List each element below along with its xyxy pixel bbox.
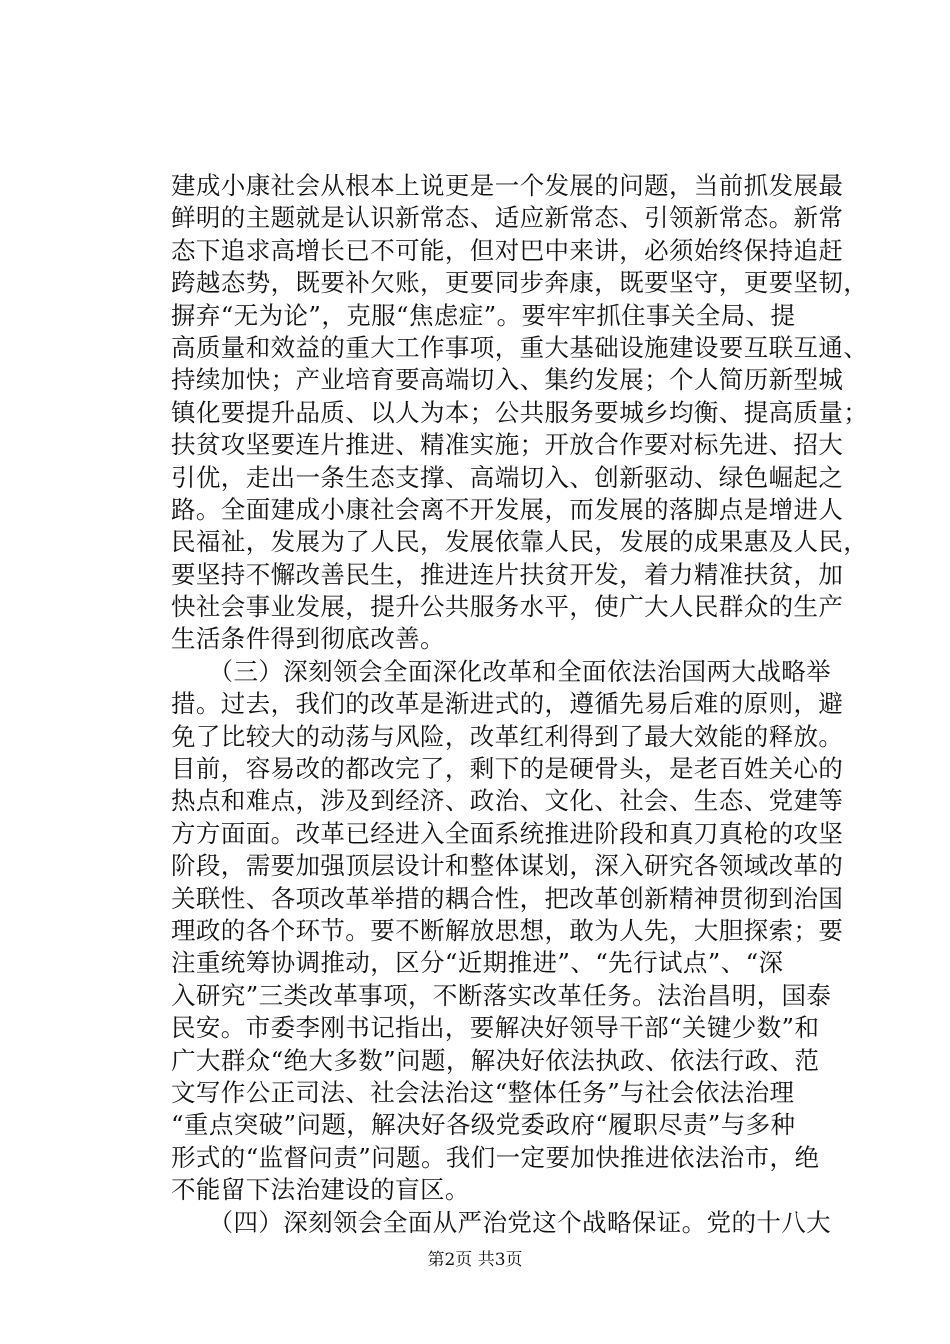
text-line: 免了比较大的动荡与风险，改革红利得到了最大效能的释放。 [171, 721, 844, 751]
text-line: 生活条件得到彻底改善。 [171, 624, 445, 654]
text-line: 文写作公正司法、社会法治这“整体任务”与社会依法治理 [171, 1077, 795, 1107]
text-line: 镇化要提升品质、以人为本；公共服务要城乡均衡、提高质量； [171, 397, 869, 427]
text-line: 热点和难点，涉及到经济、政治、文化、社会、生态、党建等 [171, 786, 844, 816]
text-line: 跨越态势，既要补欠账，更要同步奔康，既要坚守，更要坚韧， [171, 268, 869, 298]
text-line: 入研究”三类改革事项，不断落实改革任务。法治昌明，国泰 [171, 980, 832, 1010]
text-line: 方方面面。改革已经进入全面系统推进阶段和真刀真枪的攻坚 [171, 818, 844, 848]
text-line: 措。过去，我们的改革是渐进式的，遵循先易后难的原则，避 [171, 689, 844, 719]
section-heading-line: （三）深刻领会全面深化改革和全面依法治国两大战略举 [171, 656, 832, 686]
text-line: 高质量和效益的重大工作事项，重大基础设施建设要互联互通、 [171, 332, 869, 362]
text-line: 态下追求高增长已不可能，但对巴中来讲，必须始终保持追赶 [171, 235, 844, 265]
text-line: 关联性、各项改革举措的耦合性，把改革创新精神贯彻到治国 [171, 883, 844, 913]
page-number-footer: 第2页 共3页 [427, 1250, 523, 1270]
text-line: 民安。市委李刚书记指出，要解决好领导干部“关键少数”和 [171, 1013, 820, 1043]
text-line: 目前，容易改的都改完了，剩下的是硬骨头，是老百姓关心的 [171, 754, 844, 784]
text-line: 阶段，需要加强顶层设计和整体谋划，深入研究各领域改革的 [171, 851, 844, 881]
text-line: 建成小康社会从根本上说更是一个发展的问题，当前抓发展最 [171, 171, 844, 200]
text-line: 持续加快；产业培育要高端切入、集约发展；个人简历新型城 [171, 365, 844, 395]
section-heading-line: （四）深刻领会全面从严治党这个战略保证。党的十八大 [171, 1207, 832, 1237]
text-line: 广大群众“绝大多数”问题，解决好依法执政、依法行政、范 [171, 1045, 820, 1075]
text-line: 路。全面建成小康社会离不开发展，而发展的落脚点是增进人 [171, 494, 844, 524]
text-line: 民福祉，发展为了人民，发展依靠人民，发展的成果惠及人民， [171, 527, 869, 557]
text-line: 理政的各个环节。要不断解放思想，敢为人先，大胆探索；要 [171, 915, 844, 945]
text-line: 注重统筹协调推动，区分“近期推进”、“先行试点”、“深 [171, 948, 784, 978]
text-line: 引优，走出一条生态支撑、高端切入、创新驱动、绿色崛起之 [171, 462, 844, 492]
text-line: 形式的“监督问责”问题。我们一定要加快推进依法治市，绝 [171, 1142, 820, 1172]
text-line: 扶贫攻坚要连片推进、精准实施；开放合作要对标先进、招大 [171, 430, 844, 460]
text-line: 鲜明的主题就是认识新常态、适应新常态、引领新常态。新常 [171, 203, 844, 233]
text-line: “重点突破”问题，解决好各级党委政府“履职尽责”与多种 [171, 1110, 796, 1140]
text-line: 不能留下法治建设的盲区。 [171, 1175, 470, 1205]
text-line: 摒弃“无为论”，克服“焦虑症”。要牢牢抓住事关全局、提 [171, 300, 796, 330]
text-line: 要坚持不懈改善民生，推进连片扶贫开发，着力精准扶贫，加 [171, 559, 844, 589]
text-line: 快社会事业发展，提升公共服务水平，使广大人民群众的生产 [171, 592, 844, 622]
document-body [171, 170, 869, 1239]
